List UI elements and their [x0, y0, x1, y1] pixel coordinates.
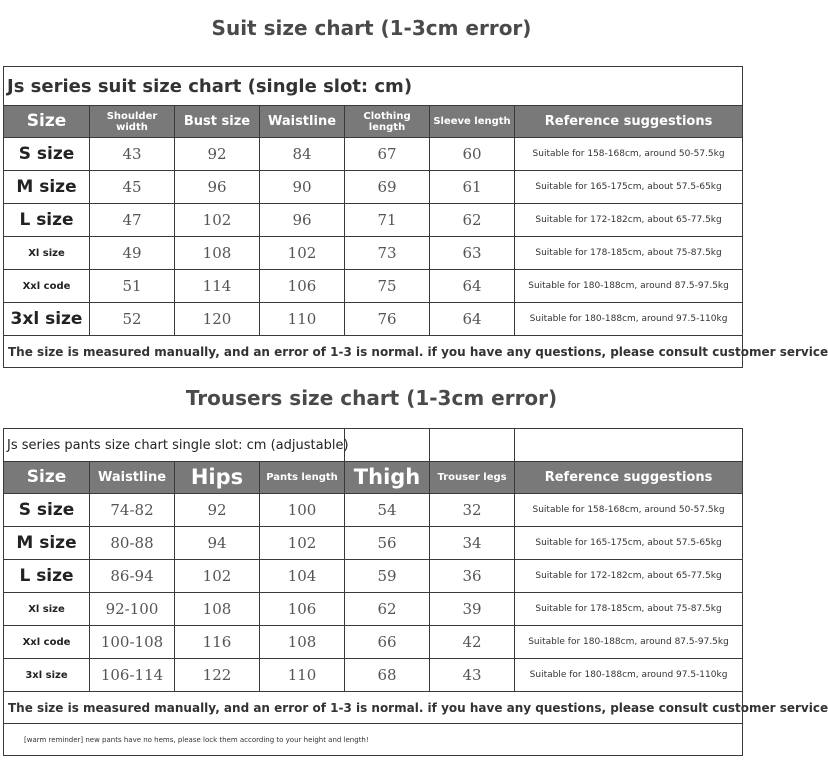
table-row	[4, 303, 743, 336]
length-cell: 106	[260, 593, 345, 626]
size-cell: Xl size	[4, 237, 90, 270]
legs-cell: 39	[430, 593, 515, 626]
suit-header-clothing-length: Clothing length	[345, 106, 430, 138]
size-cell: S size	[4, 494, 90, 527]
hips-cell: 102	[175, 560, 260, 593]
empty-cell	[345, 429, 430, 462]
hips-cell: 116	[175, 626, 260, 659]
legs-cell: 36	[430, 560, 515, 593]
bust-cell: 108	[175, 237, 260, 270]
table-row	[4, 626, 743, 659]
suit-measurement-note: The size is measured manually, and an error of 1-3 is normal. if you have any questions, please consult customer service	[4, 336, 743, 368]
hips-cell: 122	[175, 659, 260, 692]
reference-cell: Suitable for 178-185cm, about 75-87.5kg	[515, 593, 743, 626]
reference-cell: Suitable for 165-175cm, about 57.5-65kg	[515, 527, 743, 560]
pants-header-thigh: Thigh	[345, 462, 430, 494]
sleeve-cell: 61	[430, 171, 515, 204]
table-row	[4, 237, 743, 270]
suit-header-waist: Waistline	[260, 106, 345, 138]
waist-cell: 90	[260, 171, 345, 204]
waist-cell: 74-82	[90, 494, 175, 527]
waist-cell: 106	[260, 270, 345, 303]
shoulder-cell: 43	[90, 138, 175, 171]
table-row	[4, 560, 743, 593]
length-cell: 73	[345, 237, 430, 270]
length-cell: 75	[345, 270, 430, 303]
warm-reminder: [warm reminder] new pants have no hems, please lock them according to your height and length!	[4, 724, 743, 756]
pants-header-length: Pants length	[260, 462, 345, 494]
reference-cell: Suitable for 158-168cm, around 50-57.5kg	[515, 138, 743, 171]
suit-header-bust: Bust size	[175, 106, 260, 138]
waist-cell: 96	[260, 204, 345, 237]
waist-cell: 92-100	[90, 593, 175, 626]
size-cell: M size	[4, 171, 90, 204]
size-cell: Xl size	[4, 593, 90, 626]
waist-cell: 80-88	[90, 527, 175, 560]
bust-cell: 120	[175, 303, 260, 336]
waist-cell: 100-108	[90, 626, 175, 659]
sleeve-cell: 62	[430, 204, 515, 237]
thigh-cell: 56	[345, 527, 430, 560]
suit-header-row	[4, 106, 743, 138]
shoulder-cell: 45	[90, 171, 175, 204]
waist-cell: 106-114	[90, 659, 175, 692]
waist-cell: 102	[260, 237, 345, 270]
length-cell: 71	[345, 204, 430, 237]
hips-cell: 94	[175, 527, 260, 560]
table-row	[4, 659, 743, 692]
shoulder-cell: 49	[90, 237, 175, 270]
waist-cell: 84	[260, 138, 345, 171]
pants-size-table	[3, 428, 828, 756]
bust-cell: 114	[175, 270, 260, 303]
reference-cell: Suitable for 180-188cm, around 97.5-110kg	[515, 303, 743, 336]
table-row	[4, 270, 743, 303]
thigh-cell: 59	[345, 560, 430, 593]
table-row	[4, 527, 743, 560]
size-cell: Xxl code	[4, 270, 90, 303]
size-cell: M size	[4, 527, 90, 560]
table-row	[4, 204, 743, 237]
legs-cell: 32	[430, 494, 515, 527]
shoulder-cell: 51	[90, 270, 175, 303]
reference-cell: Suitable for 180-188cm, around 87.5-97.5kg	[515, 626, 743, 659]
legs-cell: 42	[430, 626, 515, 659]
suit-header-shoulder: Shoulder width	[90, 106, 175, 138]
sleeve-cell: 60	[430, 138, 515, 171]
length-cell: 100	[260, 494, 345, 527]
hips-cell: 108	[175, 593, 260, 626]
length-cell: 69	[345, 171, 430, 204]
reference-cell: Suitable for 165-175cm, about 57.5-65kg	[515, 171, 743, 204]
suit-header-reference: Reference suggestions	[515, 106, 743, 138]
thigh-cell: 54	[345, 494, 430, 527]
length-cell: 102	[260, 527, 345, 560]
suit-header-size: Size	[4, 106, 90, 138]
sleeve-cell: 64	[430, 303, 515, 336]
pants-header-reference: Reference suggestions	[515, 462, 743, 494]
size-cell: L size	[4, 560, 90, 593]
length-cell: 104	[260, 560, 345, 593]
waist-cell: 110	[260, 303, 345, 336]
table-row	[4, 138, 743, 171]
reference-cell: Suitable for 178-185cm, about 75-87.5kg	[515, 237, 743, 270]
sleeve-cell: 63	[430, 237, 515, 270]
size-cell: 3xl size	[4, 303, 90, 336]
pants-header-row	[4, 462, 743, 494]
bust-cell: 92	[175, 138, 260, 171]
length-cell: 76	[345, 303, 430, 336]
pants-header-hips: Hips	[175, 462, 260, 494]
reference-cell: Suitable for 172-182cm, about 65-77.5kg	[515, 204, 743, 237]
reference-cell: Suitable for 180-188cm, around 87.5-97.5kg	[515, 270, 743, 303]
pants-header-legs: Trouser legs	[430, 462, 515, 494]
suit-table-caption: Js series suit size chart (single slot: cm)	[4, 67, 743, 106]
waist-cell: 86-94	[90, 560, 175, 593]
bust-cell: 96	[175, 171, 260, 204]
empty-cell	[430, 429, 515, 462]
shoulder-cell: 52	[90, 303, 175, 336]
empty-cell	[515, 429, 743, 462]
pants-header-size: Size	[4, 462, 90, 494]
thigh-cell: 62	[345, 593, 430, 626]
hips-cell: 92	[175, 494, 260, 527]
shoulder-cell: 47	[90, 204, 175, 237]
pants-measurement-note: The size is measured manually, and an error of 1-3 is normal. if you have any questions, please consult customer service	[4, 692, 743, 724]
table-row	[4, 171, 743, 204]
pants-table-caption: Js series pants size chart single slot: cm (adjustable)	[4, 429, 345, 462]
pants-header-waist: Waistline	[90, 462, 175, 494]
table-row	[4, 593, 743, 626]
reference-cell: Suitable for 180-188cm, around 97.5-110kg	[515, 659, 743, 692]
thigh-cell: 68	[345, 659, 430, 692]
size-cell: S size	[4, 138, 90, 171]
table-row	[4, 494, 743, 527]
reference-cell: Suitable for 172-182cm, about 65-77.5kg	[515, 560, 743, 593]
length-cell: 67	[345, 138, 430, 171]
length-cell: 110	[260, 659, 345, 692]
pants-chart-title: Trousers size chart (1-3cm error)	[185, 386, 558, 410]
suit-chart-title: Suit size chart (1-3cm error)	[211, 16, 532, 40]
bust-cell: 102	[175, 204, 260, 237]
thigh-cell: 66	[345, 626, 430, 659]
suit-header-sleeve: Sleeve length	[430, 106, 515, 138]
size-cell: Xxl code	[4, 626, 90, 659]
sleeve-cell: 64	[430, 270, 515, 303]
size-cell: L size	[4, 204, 90, 237]
suit-size-table	[3, 66, 828, 368]
length-cell: 108	[260, 626, 345, 659]
legs-cell: 43	[430, 659, 515, 692]
legs-cell: 34	[430, 527, 515, 560]
size-cell: 3xl size	[4, 659, 90, 692]
reference-cell: Suitable for 158-168cm, around 50-57.5kg	[515, 494, 743, 527]
